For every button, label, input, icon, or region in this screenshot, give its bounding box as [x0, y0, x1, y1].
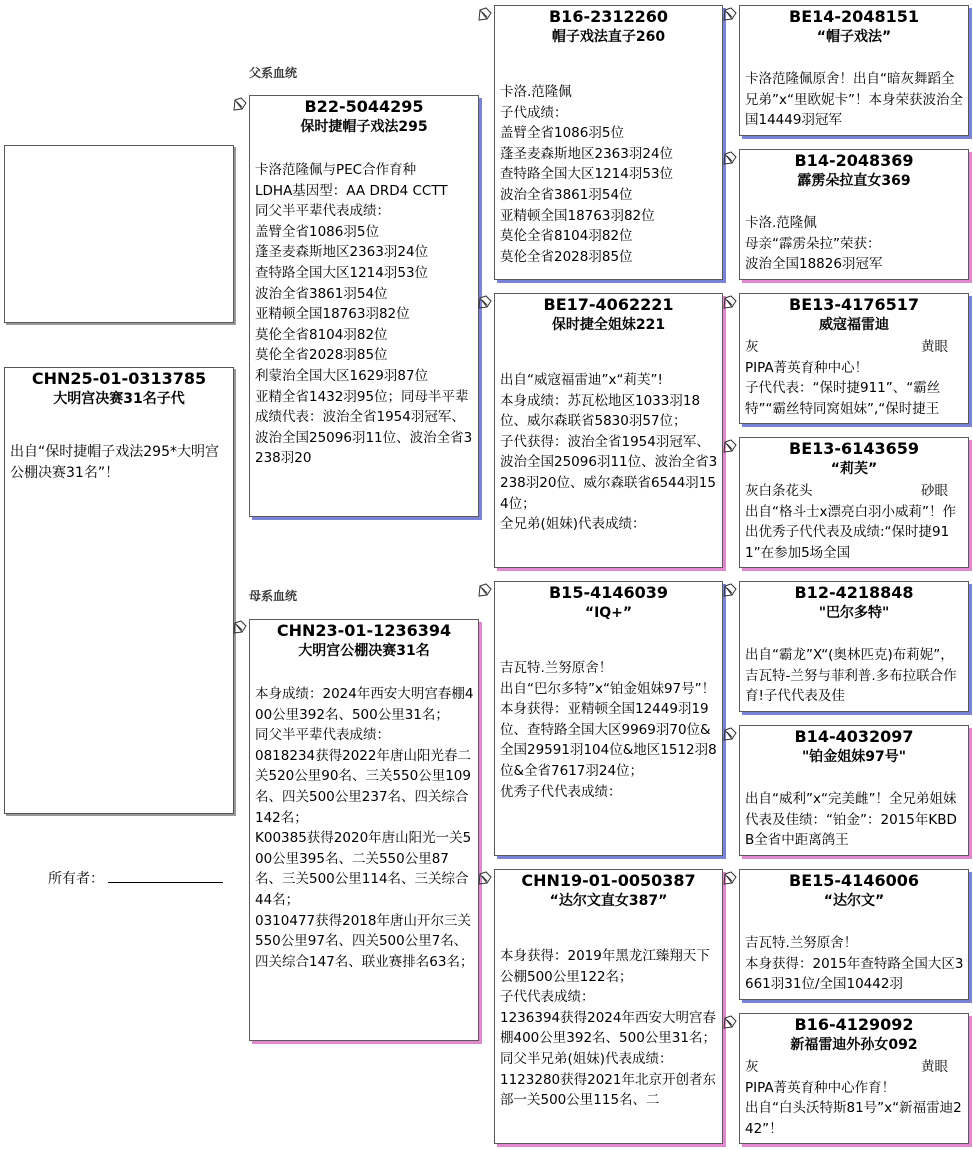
sire-sire-name: 帽子戏法直子260 [551, 29, 666, 45]
ddd-eye: 黄眼 [921, 1059, 948, 1075]
dsd-body: 出自“威利”x“完美雌”！全兄弟姐妹代表及佳绩：“铂金”：2015年KBDB全省中距离鸽王 [745, 791, 957, 849]
sire-card[interactable] [249, 95, 479, 517]
subject-id: CHN25-01-0313785 [31, 369, 207, 388]
dss-id: B12-4218848 [794, 583, 914, 602]
edit-sdd-icon[interactable] [723, 439, 737, 453]
ssd-body: 卡洛.范隆佩 母亲“霹雳朵拉”荣获： 波治全国18826羽冠军 [745, 215, 883, 273]
owner-label: 所有者： [48, 871, 104, 887]
sdd-id: BE13-6143659 [789, 439, 919, 458]
dsd-card[interactable] [739, 725, 969, 856]
edit-dss-icon[interactable] [723, 583, 737, 597]
sire-dam-id: BE17-4062221 [543, 295, 674, 314]
sdd-body: 出自“格斗士x漂亮白羽小威莉”！作出优秀子代代表及成绩:“保时捷911”在参加5场全国 [745, 503, 956, 561]
subject-body: 出自“保时捷帽子戏法295*大明宫公棚决赛31名”！ [10, 444, 219, 481]
sds-color-row [740, 337, 968, 358]
edit-ss-icon[interactable] [478, 7, 492, 21]
dsd-id: B14-4032097 [794, 727, 914, 746]
ssd-name: 霹雳朵拉直女369 [797, 173, 911, 189]
sdd-card[interactable] [739, 437, 969, 568]
ssd-id: B14-2048369 [794, 151, 914, 170]
sire-sire-id: B16-2312260 [548, 7, 669, 26]
sire-dam-name: 保时捷全姐妹221 [551, 317, 666, 333]
sire-id: B22-5044295 [304, 97, 424, 116]
dss-name: "巴尔多特" [818, 605, 890, 621]
sdd-color: 灰白条花头 [745, 483, 813, 499]
dam-id: CHN23-01-1236394 [276, 621, 452, 640]
ddd-color-row [740, 1057, 968, 1078]
sss-body: 卡洛范隆佩原舍！出自“暗灰舞蹈全兄弟”x“里欧妮卡”！本身荣获波治全国14449羽冠军 [745, 71, 963, 129]
sss-id: BE14-2048151 [789, 7, 919, 26]
dam-name: 大明宫公棚决赛31名 [298, 643, 430, 659]
dsd-name: "铂金姐妹97号" [801, 749, 907, 765]
sds-name: 威寇福雷迪 [819, 317, 889, 333]
dam-sire-card[interactable] [494, 581, 723, 856]
ddd-body: PIPA菁英育种中心作育！ 出自“白头沃特斯81号”x“新福雷迪242”！ [745, 1079, 962, 1137]
dam-dam-card[interactable] [494, 869, 723, 1144]
dam-dam-body: 本身获得：2019年黑龙江臻翔天下公棚500公里122名； 子代代表成绩： 1236394获得2024年西安大明宫春棚400公里392名、500公里31名； 同父半兄弟(姐妹)代表成绩： 1123280获得2021年北京开创者东部一关500公里115名、二 [500, 948, 716, 1109]
sire-sire-body: 卡洛.范隆佩 子代成绩： 盖臂全省1086羽5位 蓬圣麦森斯地区2363羽24位 查特路全国大区1214羽53位 波治全省3861羽54位 亚精顿全国18763羽82位 莫伦全省8104羽82位 莫伦全省2028羽85位 [500, 84, 674, 265]
ddd-id: B16-4129092 [794, 1015, 914, 1034]
dss-body: 出自“霸龙”X“(奥林匹克)布莉妮”，吉瓦特-兰努与菲利普.多布拉联合作育!子代代表及佳 [745, 647, 957, 705]
dds-body: 吉瓦特.兰努原舍！ 本身获得：2015年查特路全国大区3661羽31位/全国10442羽 [745, 935, 964, 993]
subject-card[interactable] [4, 367, 234, 814]
subject-name: 大明宫决赛31名子代 [53, 391, 185, 407]
sdd-name: “莉芙” [830, 461, 878, 477]
sss-card[interactable] [739, 5, 969, 136]
edit-sire-icon[interactable] [233, 97, 247, 111]
ssd-card[interactable] [739, 149, 969, 280]
edit-dds-icon[interactable] [723, 871, 737, 885]
sds-id: BE13-4176517 [789, 295, 919, 314]
dam-card[interactable] [249, 619, 479, 1041]
edit-ds-icon[interactable] [478, 583, 492, 597]
sire-name: 保时捷帽子戏法295 [300, 119, 428, 135]
sss-name: “帽子戏法” [816, 29, 892, 45]
dam-dam-name: “达尔文直女387” [549, 893, 668, 909]
dam-sire-name: “IQ+” [584, 605, 633, 621]
photo-placeholder [4, 145, 234, 323]
dss-card[interactable] [739, 581, 969, 712]
ddd-color: 灰 [745, 1059, 759, 1075]
sds-color: 灰 [745, 339, 759, 355]
ddd-name: 新福雷迪外孙女092 [790, 1037, 918, 1053]
dam-dam-id: CHN19-01-0050387 [521, 871, 696, 890]
owner-field [48, 868, 223, 888]
dam-sire-body: 吉瓦特.兰努原舍！ 出自“巴尔多特”x“铂金姐妹97号”！ 本身获得：亚精顿全国12449羽19位、查特路全国大区9969羽70位&全国29591羽104位&地区1512羽8位&全省7617羽24位； 优秀子代代表成绩： [500, 660, 717, 800]
edit-dam-icon[interactable] [233, 620, 247, 634]
dds-card[interactable] [739, 869, 969, 1000]
sds-eye: 黄眼 [921, 339, 948, 355]
edit-dsd-icon[interactable] [723, 727, 737, 741]
dam-body: 本身成绩：2024年西安大明宫春棚400公里392名、500公里31名； 同父半平辈代表成绩： 0818234获得2022年唐山阳光春二关520公里90名、三关550公里109名、四关500公里237名、四关综合142名； K00385获得2020年唐山阳光一关500公里395名、二关550公里87名、三关500公里114名、三关综合44名； 0310477获得2018年唐山开尔三关550公里97名、四关500公里7名、四关综合147名、联业赛排名63名； [255, 686, 474, 970]
sire-dam-body: 出自“威寇福雷迪”x“莉芙”! 本身成绩：苏瓦松地区1033羽18位、威尔森联省5830羽57位； 子代获得：波治全省1954羽冠军、波治全国25096羽11位、波治全省3238羽20位、威尔森联省6544羽154位； 全兄弟(姐妹)代表成绩： [500, 372, 718, 533]
sds-card[interactable] [739, 293, 969, 424]
edit-dd-icon[interactable] [478, 871, 492, 885]
dds-id: BE15-4146006 [789, 871, 919, 890]
dds-name: “达尔文” [823, 893, 885, 909]
edit-sds-icon[interactable] [723, 295, 737, 309]
edit-sd-icon[interactable] [478, 295, 492, 309]
sire-body: 卡洛范隆佩与PEC合作育种 LDHA基因型：AA DRD4 CCTT 同父半平辈代表成绩： 盖臂全省1086羽5位 蓬圣麦森斯地区2363羽24位 查特路全国大区1214羽53位 波治全省3861羽54位 亚精顿全国18763羽82位 莫伦全省8104羽82位 莫伦全省2028羽85位 利蒙治全国大区1629羽87位 亚精全省1432羽95位；同母半平辈成绩代表：波治全省1954羽冠军、波治全国25096羽11位、波治全省3238羽20 [255, 162, 473, 467]
sire-line-label: 父系血统 [249, 66, 298, 80]
ddd-card[interactable] [739, 1013, 969, 1144]
sire-dam-card[interactable] [494, 293, 723, 568]
dam-line-label: 母系血统 [249, 589, 298, 603]
owner-blank[interactable] [108, 868, 223, 883]
dam-sire-id: B15-4146039 [548, 583, 669, 602]
sdd-eye: 砂眼 [921, 483, 948, 499]
sire-sire-card[interactable] [494, 5, 723, 280]
edit-ddd-icon[interactable] [723, 1015, 737, 1029]
edit-sss-icon[interactable] [723, 7, 737, 21]
sdd-color-row [740, 481, 968, 502]
edit-ssd-icon[interactable] [723, 151, 737, 165]
sds-body: PIPA菁英育种中心！ 子代代表：“保时捷911”、“霸丝特”“霸丝特同窝姐妹”,“保时捷王 [745, 359, 941, 417]
